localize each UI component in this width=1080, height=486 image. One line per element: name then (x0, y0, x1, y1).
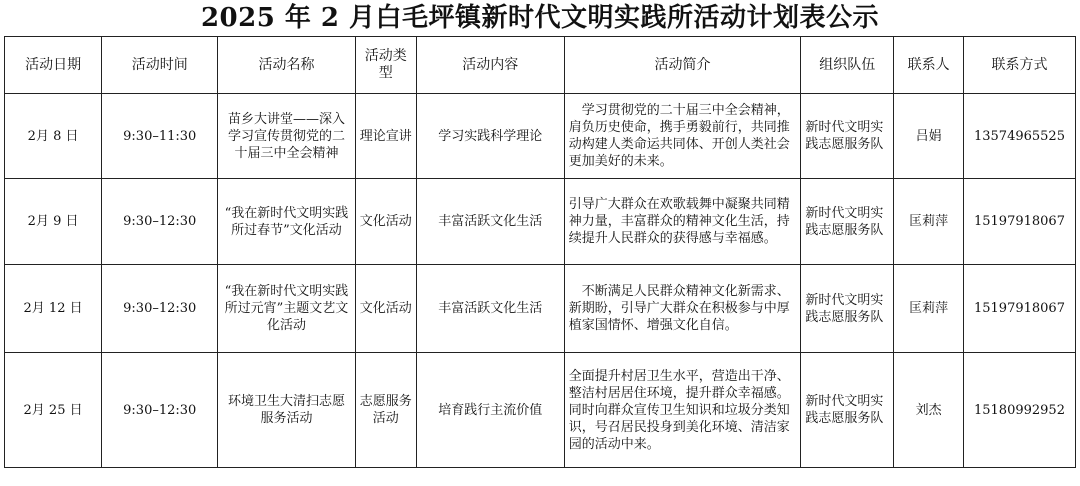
cell-contact: 匡莉萍 (894, 265, 964, 353)
header-intro: 活动简介 (564, 37, 801, 94)
header-phone: 联系方式 (963, 37, 1075, 94)
header-time: 活动时间 (102, 37, 218, 94)
cell-activity-content: 学习实践科学理论 (416, 94, 564, 179)
cell-activity-type: 文化活动 (355, 265, 416, 353)
cell-activity-name: 环境卫生大清扫志愿服务活动 (218, 353, 355, 468)
cell-contact: 匡莉萍 (894, 179, 964, 265)
cell-activity-intro: 引导广大群众在欢歌载舞中凝聚共同精神力量，丰富群众的精神文化生活，持续提升人民群众的获得感与幸福感。 (564, 179, 801, 265)
cell-team: 新时代文明实践志愿服务队 (801, 179, 894, 265)
cell-date: 2月 8 日 (5, 94, 102, 179)
cell-date: 2月 12 日 (5, 265, 102, 353)
cell-date: 2月 25 日 (5, 353, 102, 468)
table-header-row (5, 37, 1076, 94)
cell-contact: 吕娟 (894, 94, 964, 179)
header-type: 活动类型 (355, 37, 416, 94)
cell-activity-content: 培育践行主流价值 (416, 353, 564, 468)
cell-team: 新时代文明实践志愿服务队 (801, 353, 894, 468)
cell-activity-type: 志愿服务活动 (355, 353, 416, 468)
header-date: 活动日期 (5, 37, 102, 94)
cell-time: 9:30–12:30 (102, 353, 218, 468)
cell-team: 新时代文明实践志愿服务队 (801, 94, 894, 179)
table-row (5, 353, 1076, 468)
cell-date: 2月 9 日 (5, 179, 102, 265)
cell-activity-content: 丰富活跃文化生活 (416, 179, 564, 265)
header-content: 活动内容 (416, 37, 564, 94)
cell-time: 9:30–12:30 (102, 265, 218, 353)
header-team: 组织队伍 (801, 37, 894, 94)
cell-phone: 15197918067 (963, 265, 1075, 353)
cell-activity-intro: 全面提升村居卫生水平，营造出干净、整洁村居居住环境，提升群众幸福感。同时向群众宣传卫生知识和垃圾分类知识，号召居民投身到美化环境、清洁家园的活动中来。 (564, 353, 801, 468)
cell-activity-type: 理论宣讲 (355, 94, 416, 179)
cell-phone: 15180992952 (963, 353, 1075, 468)
cell-contact: 刘杰 (894, 353, 964, 468)
cell-activity-name: “我在新时代文明实践所过春节”文化活动 (218, 179, 355, 265)
document-title: 2025 年 2 月白毛坪镇新时代文明实践所活动计划表公示 (200, 3, 880, 33)
cell-time: 9:30–12:30 (102, 179, 218, 265)
cell-activity-intro: 不断满足人民群众精神文化新需求、新期盼，引导广大群众在积极参与中厚植家国情怀、增强文化自信。 (564, 265, 801, 353)
cell-activity-content: 丰富活跃文化生活 (416, 265, 564, 353)
table-row (5, 94, 1076, 179)
cell-phone: 13574965525 (963, 94, 1075, 179)
cell-team: 新时代文明实践志愿服务队 (801, 265, 894, 353)
cell-time: 9:30–11:30 (102, 94, 218, 179)
cell-activity-type: 文化活动 (355, 179, 416, 265)
header-contact: 联系人 (894, 37, 964, 94)
table-row (5, 265, 1076, 353)
header-name: 活动名称 (218, 37, 355, 94)
activity-plan-table (4, 36, 1076, 468)
cell-phone: 15197918067 (963, 179, 1075, 265)
cell-activity-name: 苗乡大讲堂——深入学习宣传贯彻党的二十届三中全会精神 (218, 94, 355, 179)
cell-activity-intro: 学习贯彻党的二十届三中全会精神，肩负历史使命，携手勇毅前行，共同推动构建人类命运共同体、开创人类社会更加美好的未来。 (564, 94, 801, 179)
table-row (5, 179, 1076, 265)
cell-activity-name: “我在新时代文明实践所过元宵”主题文艺文化活动 (218, 265, 355, 353)
